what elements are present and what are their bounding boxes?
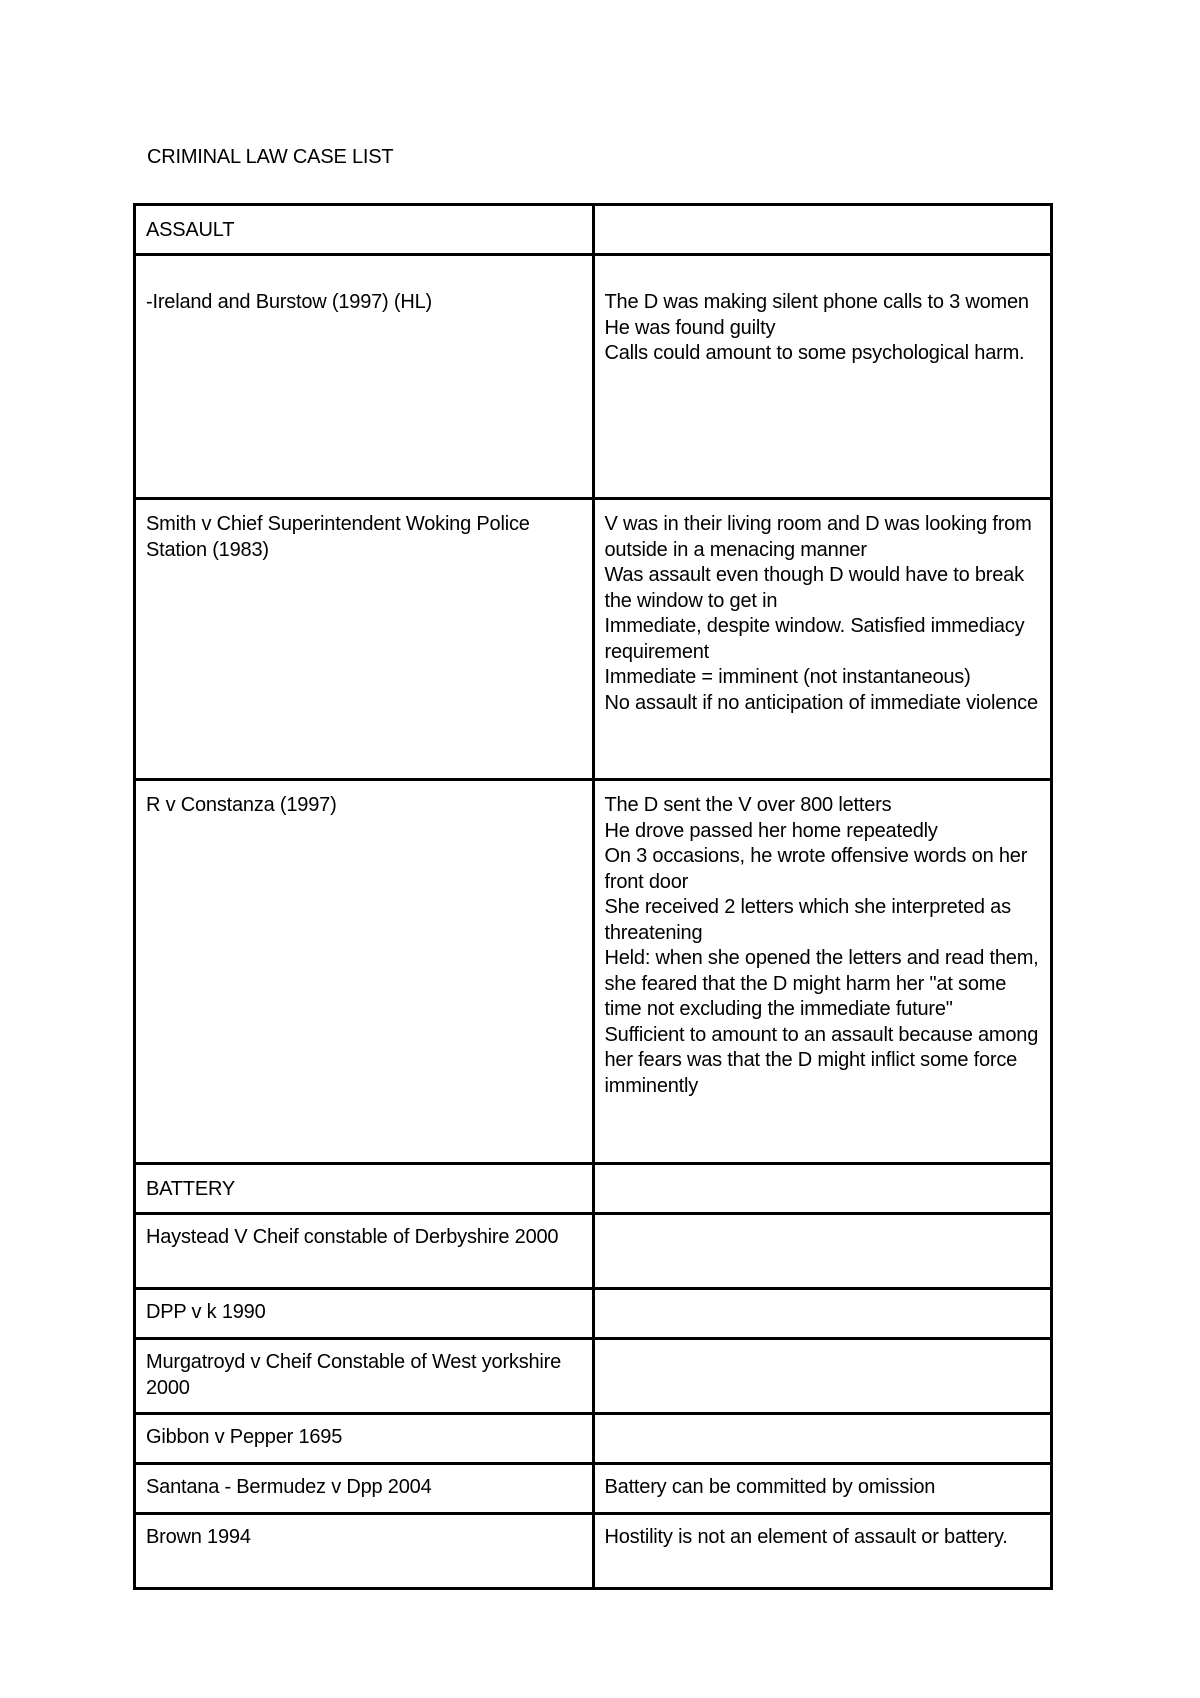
table-row xyxy=(135,1214,1052,1289)
case-table xyxy=(133,203,1053,1590)
table-row xyxy=(135,1464,1052,1514)
case-note: Was assault even though D would have to break the window to get in xyxy=(604,564,1024,612)
case-name-cell: Smith v Chief Superintendent Woking Police Station (1983) xyxy=(135,499,594,780)
case-name-cell: R v Constanza (1997) xyxy=(135,780,594,1164)
case-note: He was found guilty xyxy=(604,316,776,339)
section-heading-battery: BATTERY xyxy=(135,1164,594,1214)
case-notes-cell xyxy=(593,780,1052,1164)
case-notes-cell: Battery can be committed by omission xyxy=(593,1464,1052,1514)
case-note: He drove passed her home repeatedly xyxy=(604,819,938,842)
case-note: Immediate = imminent (not instantaneous) xyxy=(604,666,971,688)
case-note: The D was making silent phone calls to 3 women xyxy=(604,291,1029,313)
section-heading-empty-cell xyxy=(593,205,1052,255)
case-notes-cell xyxy=(593,499,1052,780)
case-notes-cell xyxy=(593,1289,1052,1339)
table-row xyxy=(135,1514,1052,1589)
case-notes-cell xyxy=(593,1339,1052,1414)
case-note: V was in their living room and D was looking from outside in a menacing manner xyxy=(604,513,1032,561)
case-name-cell: Haystead V Cheif constable of Derbyshire 2000 xyxy=(135,1214,594,1289)
case-note: Immediate, despite window. Satisfied immediacy requirement xyxy=(604,615,1025,663)
table-row xyxy=(135,499,1052,780)
table-row xyxy=(135,1339,1052,1414)
case-note: Calls could amount to some psychological harm. xyxy=(604,342,1025,364)
document-title: CRIMINAL LAW CASE LIST xyxy=(147,146,394,168)
case-notes-cell xyxy=(593,1414,1052,1464)
case-notes-cell xyxy=(593,255,1052,499)
case-name-cell: Gibbon v Pepper 1695 xyxy=(135,1414,594,1464)
section-row-assault xyxy=(135,205,1052,255)
case-note: The D sent the V over 800 letters xyxy=(604,794,892,816)
case-note: Held: when she opened the letters and read them, she feared that the D might harm her "at some time not excluding the immediate future" xyxy=(604,947,1039,1020)
section-heading-empty-cell xyxy=(593,1164,1052,1214)
table-row xyxy=(135,255,1052,499)
table-row xyxy=(135,780,1052,1164)
case-notes-cell xyxy=(593,1214,1052,1289)
case-name-cell: Brown 1994 xyxy=(135,1514,594,1589)
case-name-cell: DPP v k 1990 xyxy=(135,1289,594,1339)
table-row xyxy=(135,1414,1052,1464)
case-note: On 3 occasions, he wrote offensive words on her front door xyxy=(604,845,1028,893)
case-name-cell: Santana - Bermudez v Dpp 2004 xyxy=(135,1464,594,1514)
case-name-cell: Murgatroyd v Cheif Constable of West yorkshire 2000 xyxy=(135,1339,594,1414)
case-name-cell: -Ireland and Burstow (1997) (HL) xyxy=(135,255,594,499)
case-notes-cell: Hostility is not an element of assault or battery. xyxy=(593,1514,1052,1589)
section-row-battery xyxy=(135,1164,1052,1214)
section-heading-assault: ASSAULT xyxy=(135,205,594,255)
case-note: Sufficient to amount to an assault because among her fears was that the D might inflict some force imminently xyxy=(604,1023,1039,1097)
case-note: She received 2 letters which she interpreted as threatening xyxy=(604,896,1011,944)
table-row xyxy=(135,1289,1052,1339)
case-note: No assault if no anticipation of immediate violence xyxy=(604,691,1038,714)
